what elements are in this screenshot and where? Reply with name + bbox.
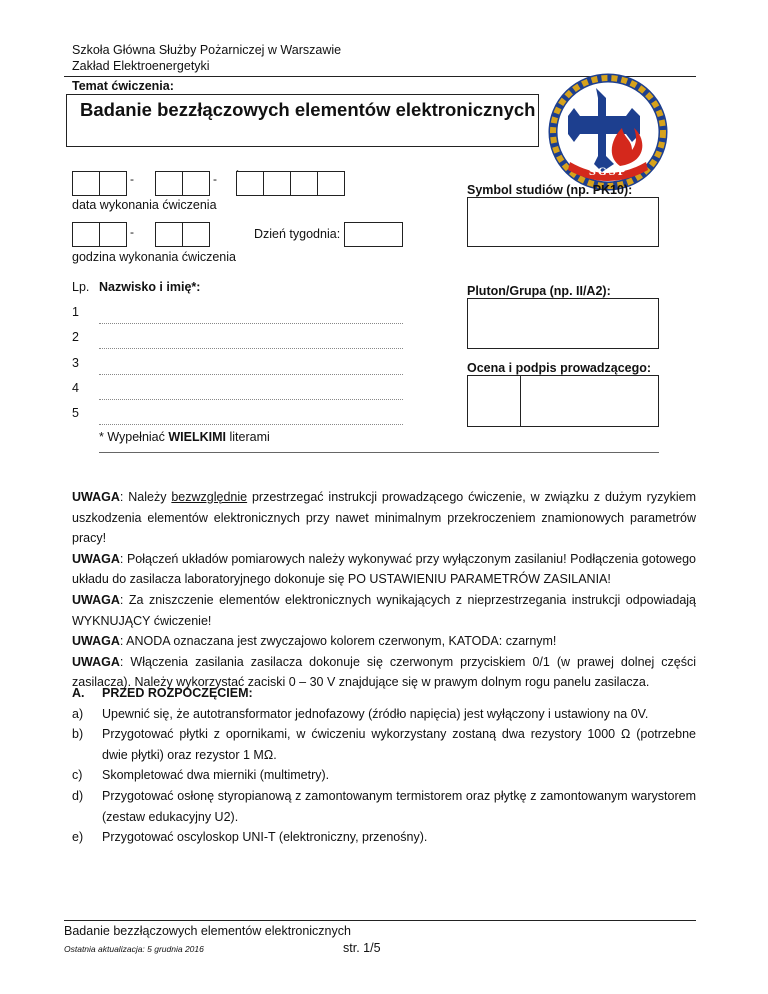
list-item: e) Przygotować oscyloskop UNI-T (elektroniczny, przenośny). (72, 830, 428, 845)
name-label: Nazwisko i imię*: (99, 280, 201, 294)
section-heading: A. PRZED ROZPOCZĘCIEM: (72, 686, 253, 700)
grade-field[interactable] (467, 375, 521, 427)
warning-item: UWAGA: Należy bezwzględnie przestrzegać instrukcji prowadzącego ćwiczenie, w związku z dużym ryzykiem uszkodzenia elementów elektronicznych przy nawet minimalnym przekroczeniem znamionowych parametrów pracy! (72, 490, 696, 546)
date-tick: ` (236, 168, 240, 182)
date-month-2[interactable] (182, 171, 210, 196)
title-box (66, 94, 539, 147)
row-number: 3 (72, 356, 79, 370)
list-item: b) Przygotować płytki z opornikami, w ćwiczeniu wykorzystany zostaną dwa rezystory 1000 Ω (potrzebne dwie płytki) oraz rezystor 1 MΩ. (72, 727, 696, 762)
grade-label: Ocena i podpis prowadzącego: (467, 361, 652, 375)
footnote: * Wypełniać WIELKIMI literami (99, 430, 270, 444)
row-number: 5 (72, 406, 79, 420)
date-year-2[interactable] (263, 171, 291, 196)
row-number: 1 (72, 305, 79, 319)
name-line-3[interactable] (99, 374, 403, 375)
time-minute-1[interactable] (155, 222, 183, 247)
lp-label: Lp. (72, 280, 90, 294)
warning-item: UWAGA: Włączenia zasilania zasilacza dokonuje się czerwonym przyciskiem 0/1 (w prawej dolnej części zasilacza). Należy wykorzystać zaciski 0 – 30 V znajdujące się w prawym dolnym rogu panelu zasilacza. (72, 654, 696, 690)
time-hour-2[interactable] (99, 222, 127, 247)
group-label: Pluton/Grupa (np. II/A2): (467, 284, 611, 298)
group-field[interactable] (467, 298, 659, 349)
time-minute-2[interactable] (182, 222, 210, 247)
logo-ribbon-text: SGSP (588, 167, 628, 178)
warnings-block (72, 487, 696, 693)
list-item: a) Upewnić się, że autotransformator jednofazowy (źródło napięcia) jest wyłączony i ustawiony na 0V. (72, 706, 649, 721)
date-day-2[interactable] (99, 171, 127, 196)
footer-updated: Ostatnia aktualizacja: 5 grudnia 2016 (64, 944, 204, 954)
footer-rule (64, 920, 696, 921)
time-separator: - (130, 225, 134, 239)
weekday-label: Dzień tygodnia: (254, 227, 341, 241)
symbol-field[interactable] (467, 197, 659, 247)
date-month-1[interactable] (155, 171, 183, 196)
date-label: data wykonania ćwiczenia (72, 198, 217, 212)
page-number: str. 1/5 (343, 941, 381, 955)
department-name: Zakład Elektroenergetyki (72, 59, 210, 73)
date-separator: - (130, 172, 134, 186)
list-item: d) Przygotować osłonę styropianową z zamontowanym termistorem oraz płytkę z zamontowanym warystorem (zestaw edukacyjny U2). (72, 788, 696, 824)
footnote-rule (99, 452, 659, 453)
time-label: godzina wykonania ćwiczenia (72, 250, 236, 264)
name-line-1[interactable] (99, 323, 403, 324)
name-line-2[interactable] (99, 348, 403, 349)
name-line-5[interactable] (99, 424, 403, 425)
weekday-field[interactable] (344, 222, 403, 247)
symbol-label: Symbol studiów (np. PK10): (467, 183, 633, 197)
row-number: 4 (72, 381, 79, 395)
page-title: Badanie bezzłączowych elementów elektronicznych (80, 99, 536, 120)
list-item: c) Skompletować dwa mierniki (multimetry). (72, 768, 330, 783)
date-separator: - (213, 172, 217, 186)
school-name: Szkoła Główna Służby Pożarniczej w Warszawie (72, 43, 342, 57)
warning-item: UWAGA: ANODA oznaczana jest zwyczajowo kolorem czerwonym, KATODA: czarnym! (72, 634, 557, 649)
warning-item: UWAGA: Połączeń układów pomiarowych należy wykonywać przy wyłączonym zasilaniu! Podłączenia gotowego układu do zasilacza laboratoryjnego dokonuje się PO USTAWIENIU PARAMETRÓW ZASILANIA! (72, 551, 696, 587)
sgsp-logo (548, 72, 668, 192)
date-year-4[interactable] (317, 171, 345, 196)
footer-title: Badanie bezzłączowych elementów elektronicznych (64, 924, 351, 938)
date-day-1[interactable] (72, 171, 100, 196)
warning-item: UWAGA: Za zniszczenie elementów elektronicznych wynikających z nieprzestrzegania instrukcji odpowiadają WYKNUJĄCY ćwiczenie! (72, 592, 696, 628)
signature-field[interactable] (520, 375, 659, 427)
row-number: 2 (72, 330, 79, 344)
date-year-3[interactable] (290, 171, 318, 196)
section-a (72, 683, 696, 848)
name-line-4[interactable] (99, 399, 403, 400)
date-year-1[interactable] (236, 171, 264, 196)
topic-label: Temat ćwiczenia: (72, 79, 174, 93)
time-hour-1[interactable] (72, 222, 100, 247)
